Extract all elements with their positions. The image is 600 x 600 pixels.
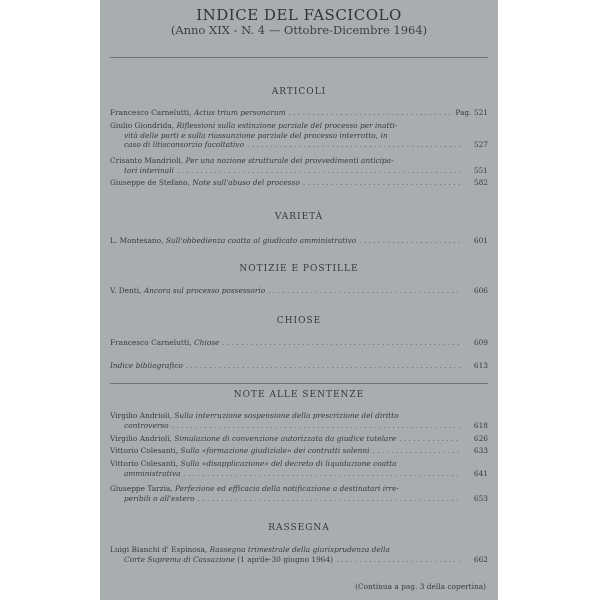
- dot-leader: [184, 469, 461, 479]
- dot-leader: [247, 140, 461, 150]
- divider: [110, 383, 488, 384]
- page-number: 609: [473, 338, 488, 347]
- toc-entry: Crisanto Mandrioli, Per una nozione strutturale dei provvedimenti anticipa- tori interinali . . . 551: [110, 156, 488, 175]
- page-number: 626: [473, 434, 488, 443]
- dot-leader: [399, 434, 461, 444]
- dot-leader: [172, 421, 461, 431]
- page-number: 521: [473, 108, 488, 117]
- page-number: 641: [473, 468, 488, 478]
- section-heading-notizie: NOTIZIE E POSTILLE: [239, 264, 359, 274]
- page-title: INDICE DEL FASCICOLO: [196, 6, 402, 24]
- dot-leader: [372, 446, 461, 456]
- toc-entry: Francesco Carnelutti, Actus trium personarum . . . Pag. 521: [110, 108, 488, 118]
- section-heading-varieta: VARIETÀ: [274, 212, 324, 222]
- section-heading-chiose: CHIOSE: [276, 316, 322, 326]
- continuation-note: (Continua a pag. 3 della copertina): [355, 582, 486, 591]
- toc-entry: Luigi Bianchi d' Espinosa, Rassegna trimestrale della giurisprudenza della Corte Suprema di Cassazione (1 aprile-30 giugno 1964) . . . 662: [110, 545, 488, 564]
- dot-leader: [359, 236, 461, 246]
- page-number: 527: [473, 140, 488, 150]
- dot-leader: [336, 555, 461, 565]
- document-page: [100, 0, 498, 600]
- section-heading-note: NOTE ALLE SENTENZE: [233, 390, 365, 400]
- dot-leader: [222, 338, 461, 348]
- toc-entry: Giuseppe de Stefano, Note sull'abuso del processo . . . 582: [110, 178, 488, 188]
- toc-entry: Francesco Carnelutti, Chiose . . . 609: [110, 338, 488, 348]
- dot-leader: [177, 166, 461, 176]
- toc-entry: Virgilio Andrioli, Simulazione di convenzione autorizzata da giudice tutelare . . . 626: [110, 434, 488, 444]
- page-number: 662: [473, 554, 488, 564]
- toc-entry: L. Montesano, Sull'obbedienza coatta al giudicato amministrativo . . . 601: [110, 236, 488, 246]
- issue-subtitle: (Anno XIX - N. 4 — Ottobre-Dicembre 1964): [170, 23, 428, 37]
- dot-leader: [198, 494, 461, 504]
- page-number: 653: [473, 493, 488, 503]
- page-number: 606: [473, 286, 488, 295]
- toc-entry: Virgilio Andrioli, Sulla interruzione sospensione della prescrizione del diritto controverso . . . 618: [110, 411, 488, 430]
- toc-entry: Giuseppe Tarzia, Perfezione ed efficacia della notificazione a destinatari irre- peribili o all'estero . . . 653: [110, 484, 488, 503]
- dot-leader: [186, 361, 461, 371]
- dot-leader: [303, 178, 461, 188]
- page-number: 613: [473, 361, 488, 370]
- toc-entry: Vittorio Colesanti, Sulla «disapplicazione» del decreto di liquidazione coatta amministrativa . . . 641: [110, 459, 488, 478]
- toc-entry: Indice bibliografico . . . 613: [110, 361, 488, 371]
- section-heading-rassegna: RASSEGNA: [268, 523, 330, 533]
- page-number: 618: [473, 420, 488, 430]
- dot-leader: [268, 286, 461, 296]
- page-number: 582: [473, 178, 488, 187]
- toc-entry: V. Denti, Ancora sul processo possessorio . . . 606: [110, 286, 488, 296]
- page-number: 633: [473, 446, 488, 455]
- toc-entry: Vittorio Colesanti, Sulla «formazione giudiziale» dei contratti solenni . . . 633: [110, 446, 488, 456]
- page-number: 551: [473, 165, 488, 175]
- page-number: 601: [473, 236, 488, 245]
- divider: [110, 57, 488, 58]
- dot-leader: [289, 108, 453, 118]
- section-heading-articoli: ARTICOLI: [271, 87, 327, 97]
- toc-entry: Giulio Giondrida, Riflessioni sulla estinzione parziale del processo per inatti- vità delle parti e sulla riassunzione parziale del processo interrotto, in caso di litisconsorzio facoltativo . . . 527: [110, 121, 488, 150]
